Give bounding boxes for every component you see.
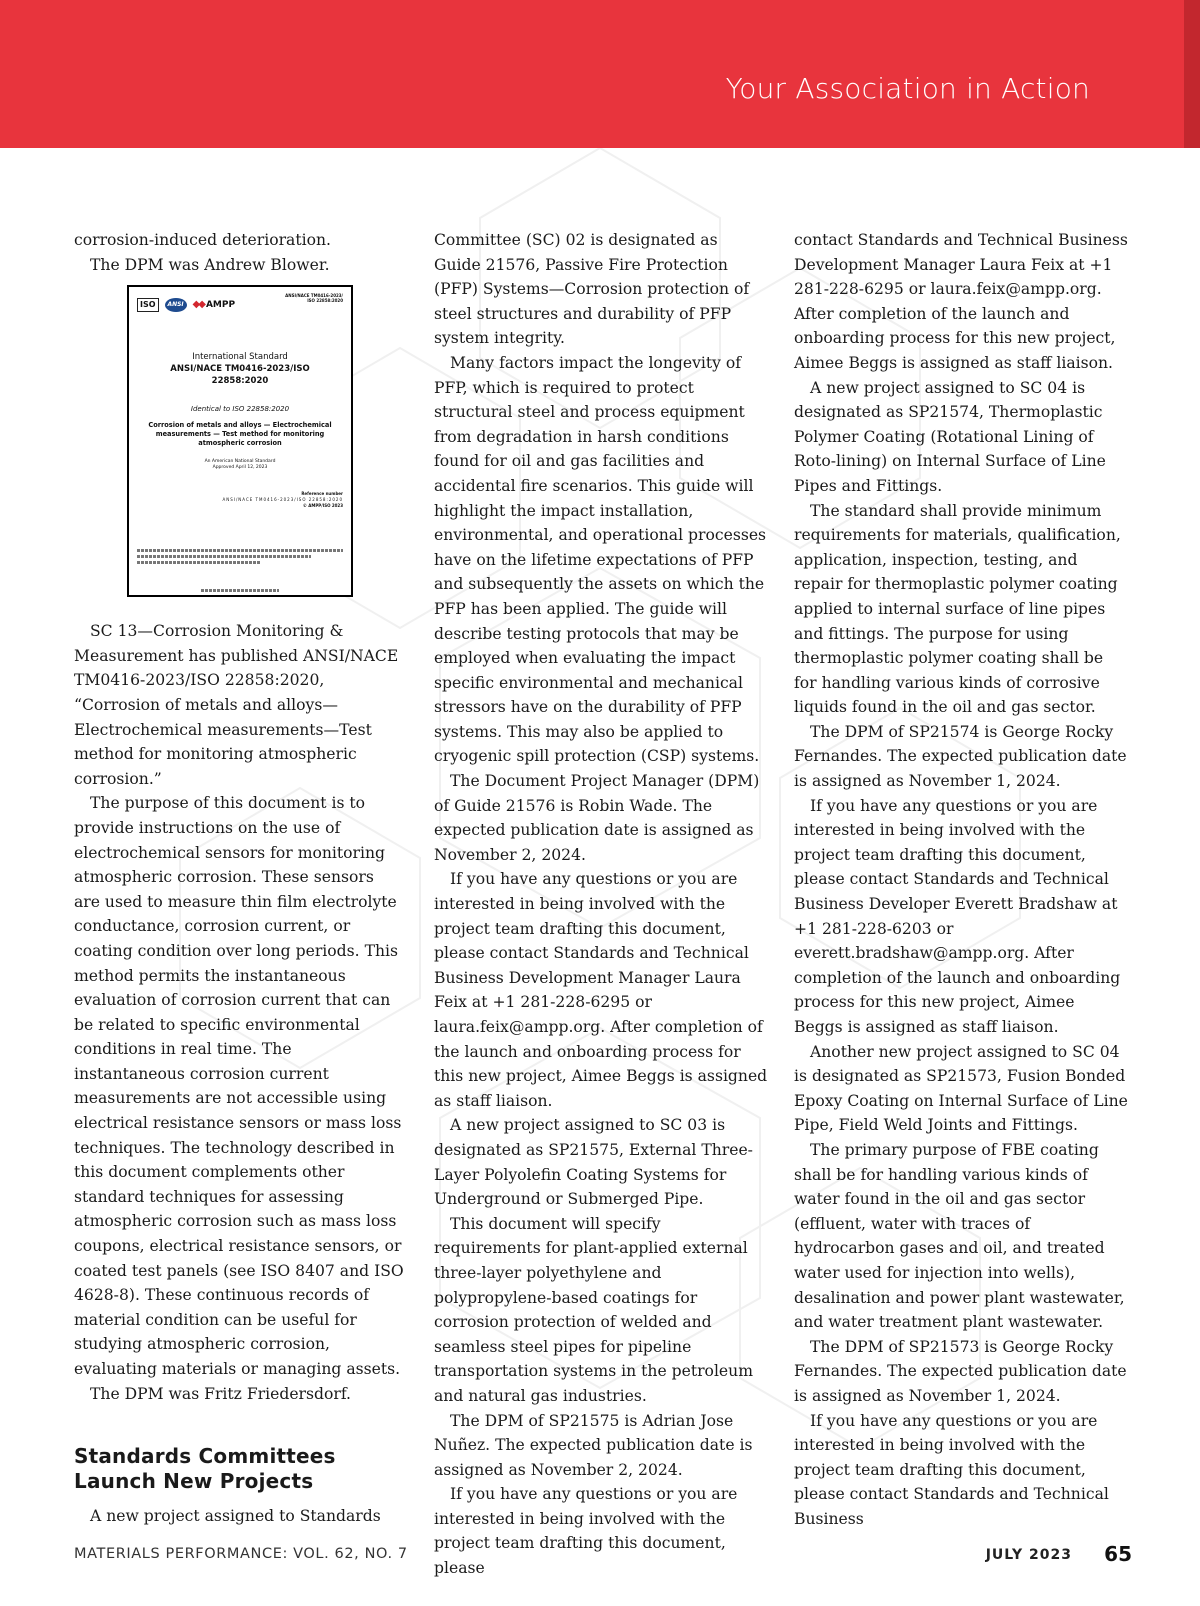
col2-paragraph-2: Many factors impact the longevity of PFP, which is required to protect structural steel and process equipment from degradation in harsh conditions found for oil and gas facilities and accidental fire scenarios. This guide will highlight the impact installation, environmental, and operational processes have on the lifetime expectations of PFP and subsequently the assets on which the PFP has been applied. The guide will describe testing protocols that may be employed when evaluating the impact specific environmental and mechanical stressors have on the durability of PFP systems. This may also be applied to cryogenic spill protection (CSP) systems. [434,353,767,766]
footer-month: JULY 2023 [985,1547,1072,1563]
col1-paragraph-6: A new project assigned to Standards [90,1507,381,1526]
col2-paragraph-3: The Document Project Manager (DPM) of Guide 21576 is Robin Wade. The expected publication date is assigned as November 2, 2024. [434,772,760,864]
figure-fineprint-line-1 [137,549,343,552]
page-footer [74,1542,1132,1572]
col2-paragraph-5: A new project assigned to SC 03 is designated as SP21575, External Three-Layer Polyolefin Coating Systems for Underground or Submerged Pipe. [434,1116,753,1209]
col1-paragraph-4: The purpose of this document is to provide instructions on the use of electrochemical sensors for monitoring atmospheric corrosion. These sensors are used to measure thin film electrolyte conductance, corrosion current, or coating condition over long periods. This method permits the instantaneous evaluation of corrosion current that can be related to specific environmental conditions in real time. The instantaneous corrosion current measurements are not accessible using electrical resistance sensors or mass loss techniques. The technology described in this document complements other standard techniques for assessing atmospheric corrosion such as mass loss coupons, electrical resistance sensors, or coated test panels (see ISO 8407 and ISO 4628-8). These continuous records of material condition can be useful for studying atmospheric corrosion, evaluating materials or managing assets. [74,794,404,1378]
col1-paragraph-5: The DPM was Fritz Friedersdorf. [90,1384,352,1403]
column-2 [434,228,768,1581]
banner-edge-strip [1184,0,1200,148]
iso-logo: ISO [137,298,159,312]
figure-std-line-1: ANSI/NACE TM0416-2023/ISO [170,364,310,375]
col2-paragraph-8: If you have any questions or you are interested in being involved with the project team drafting this document, please [434,1485,738,1578]
col2-paragraph-7: The DPM of SP21575 is Adrian Jose Nuñez. The expected publication date is assigned as November 2, 2024. [434,1411,753,1479]
figure-fineprint-line-2 [137,555,311,558]
col2-paragraph-4: If you have any questions or you are interested in being involved with the project team drafting this document, please contact Standards and Technical Business Development Manager Laura Feix at +1 281-228-6295 or laura.feix@ampp.org. After completion of the launch and onboarding process for this new project, Aimee Beggs is assigned as staff liaison. [434,870,768,1110]
col3-paragraph-1: contact Standards and Technical Business Development Manager Laura Feix at +1 281-228-6295 or laura.feix@ampp.org. After completion of the launch and onboarding process for this new project, Aimee Beggs is assigned as staff liaison. [794,231,1128,372]
col3-paragraph-4: The DPM of SP21574 is George Rocky Fernandes. The expected publication date is assigned as November 1, 2024. [794,722,1127,791]
col3-paragraph-6: Another new project assigned to SC 04 is designated as SP21573, Fusion Bonded Epoxy Coating on Internal Surface of Line Pipe, Field Weld Joints and Fittings. [794,1042,1128,1135]
col1-paragraph-1: corrosion-induced deterioration. [74,231,331,249]
page-number: 65 [1104,1542,1132,1566]
col3-paragraph-2: A new project assigned to SC 04 is designated as SP21574, Thermoplastic Polymer Coating (Rotational Lining of Roto-lining) on Internal Surface of Line Pipes and Fittings. [794,378,1106,495]
column-3 [794,228,1128,1531]
figure-fineprint-line-3 [137,561,261,564]
col2-paragraph-1: Committee (SC) 02 is designated as Guide 21576, Passive Fire Protection (PFP) Systems—Corrosion protection of steel structures and durability of PFP system integrity. [434,231,750,348]
footer-publication: MATERIALS PERFORMANCE: VOL. 62, NO. 7 [74,1546,408,1562]
col3-paragraph-3: The standard shall provide minimum requirements for materials, qualification, application, inspection, testing, and repair for thermoplastic polymer coating applied to internal surface of line pipes and fittings. The purpose for using thermoplastic polymer coating shall be for handling various kinds of corrosive liquids found in the oil and gas sector. [794,501,1121,717]
figure-footer-line [201,589,279,592]
figure-reference: Reference number ANSI/NACE TM0416-2023/ISO 22858:2020 © AMPP/ISO 2023 [222,491,343,509]
ampp-mark-icon: ◆◆ [192,299,204,311]
col2-paragraph-6: This document will specify requirements for plant-applied external three-layer polyethylene and polypropylene-based coatings for corrosion protection of welded and seamless steel pipes for pipeline transportation systems in the petroleum and natural gas industries. [434,1214,753,1405]
col1-paragraph-2: The DPM was Andrew Blower. [90,255,330,274]
figure-logos [137,293,235,318]
section-heading: Standards Committees Launch New Projects [74,1444,336,1494]
col3-paragraph-5: If you have any questions or you are interested in being involved with the project team drafting this document, please contact Standards and Technical Business Developer Everett Bradshaw at +1 281-228-6203 or everett.bradshaw@ampp.org. After completion of the launch and onboarding process for this new project, Aimee Beggs is assigned as staff liaison. [794,796,1121,1036]
figure-code: ANSI/NACE TM0416-2023/ ISO 22858:2020 [285,293,343,304]
figure-approval: An American National Standard Approved April 12, 2023 [204,459,276,471]
standard-cover-figure [127,285,353,597]
ampp-logo: ◆◆ AMPP [193,293,236,318]
figure-identical: Identical to ISO 22858:2020 [190,405,290,414]
col3-paragraph-9: If you have any questions or you are interested in being involved with the project team drafting this document, please contact Standards and Technical Business [794,1411,1109,1528]
section-title: Your Association in Action [725,72,1090,105]
col3-paragraph-7: The primary purpose of FBE coating shall be for handling various kinds of water found in the oil and gas sector (effluent, water with traces of hydrocarbon gases and oil, and treated water used for injection into wells), desalination and power plant wastewater, and water treatment plant wastewater. [794,1140,1125,1332]
column-1 [74,228,404,1529]
col1-paragraph-3: SC 13—Corrosion Monitoring & Measurement has published ANSI/NACE TM0416-2023/ISO 22858:2020, “Corrosion of metals and alloys—Electrochemical measurements—Test method for monitoring atmospheric corrosion.” [74,622,399,788]
ansi-logo: ANSI [165,298,187,312]
col3-paragraph-8: The DPM of SP21573 is George Rocky Fernandes. The expected publication date is assigned as November 1, 2024. [794,1337,1127,1405]
header-banner [0,0,1200,148]
figure-std-line-2: 22858:2020 [211,376,269,387]
figure-intl-standard: International Standard [192,352,288,363]
figure-doc-title: Corrosion of metals and alloys — Electrochemical measurements — Test method for monitoring atmospheric corrosion [148,421,332,448]
